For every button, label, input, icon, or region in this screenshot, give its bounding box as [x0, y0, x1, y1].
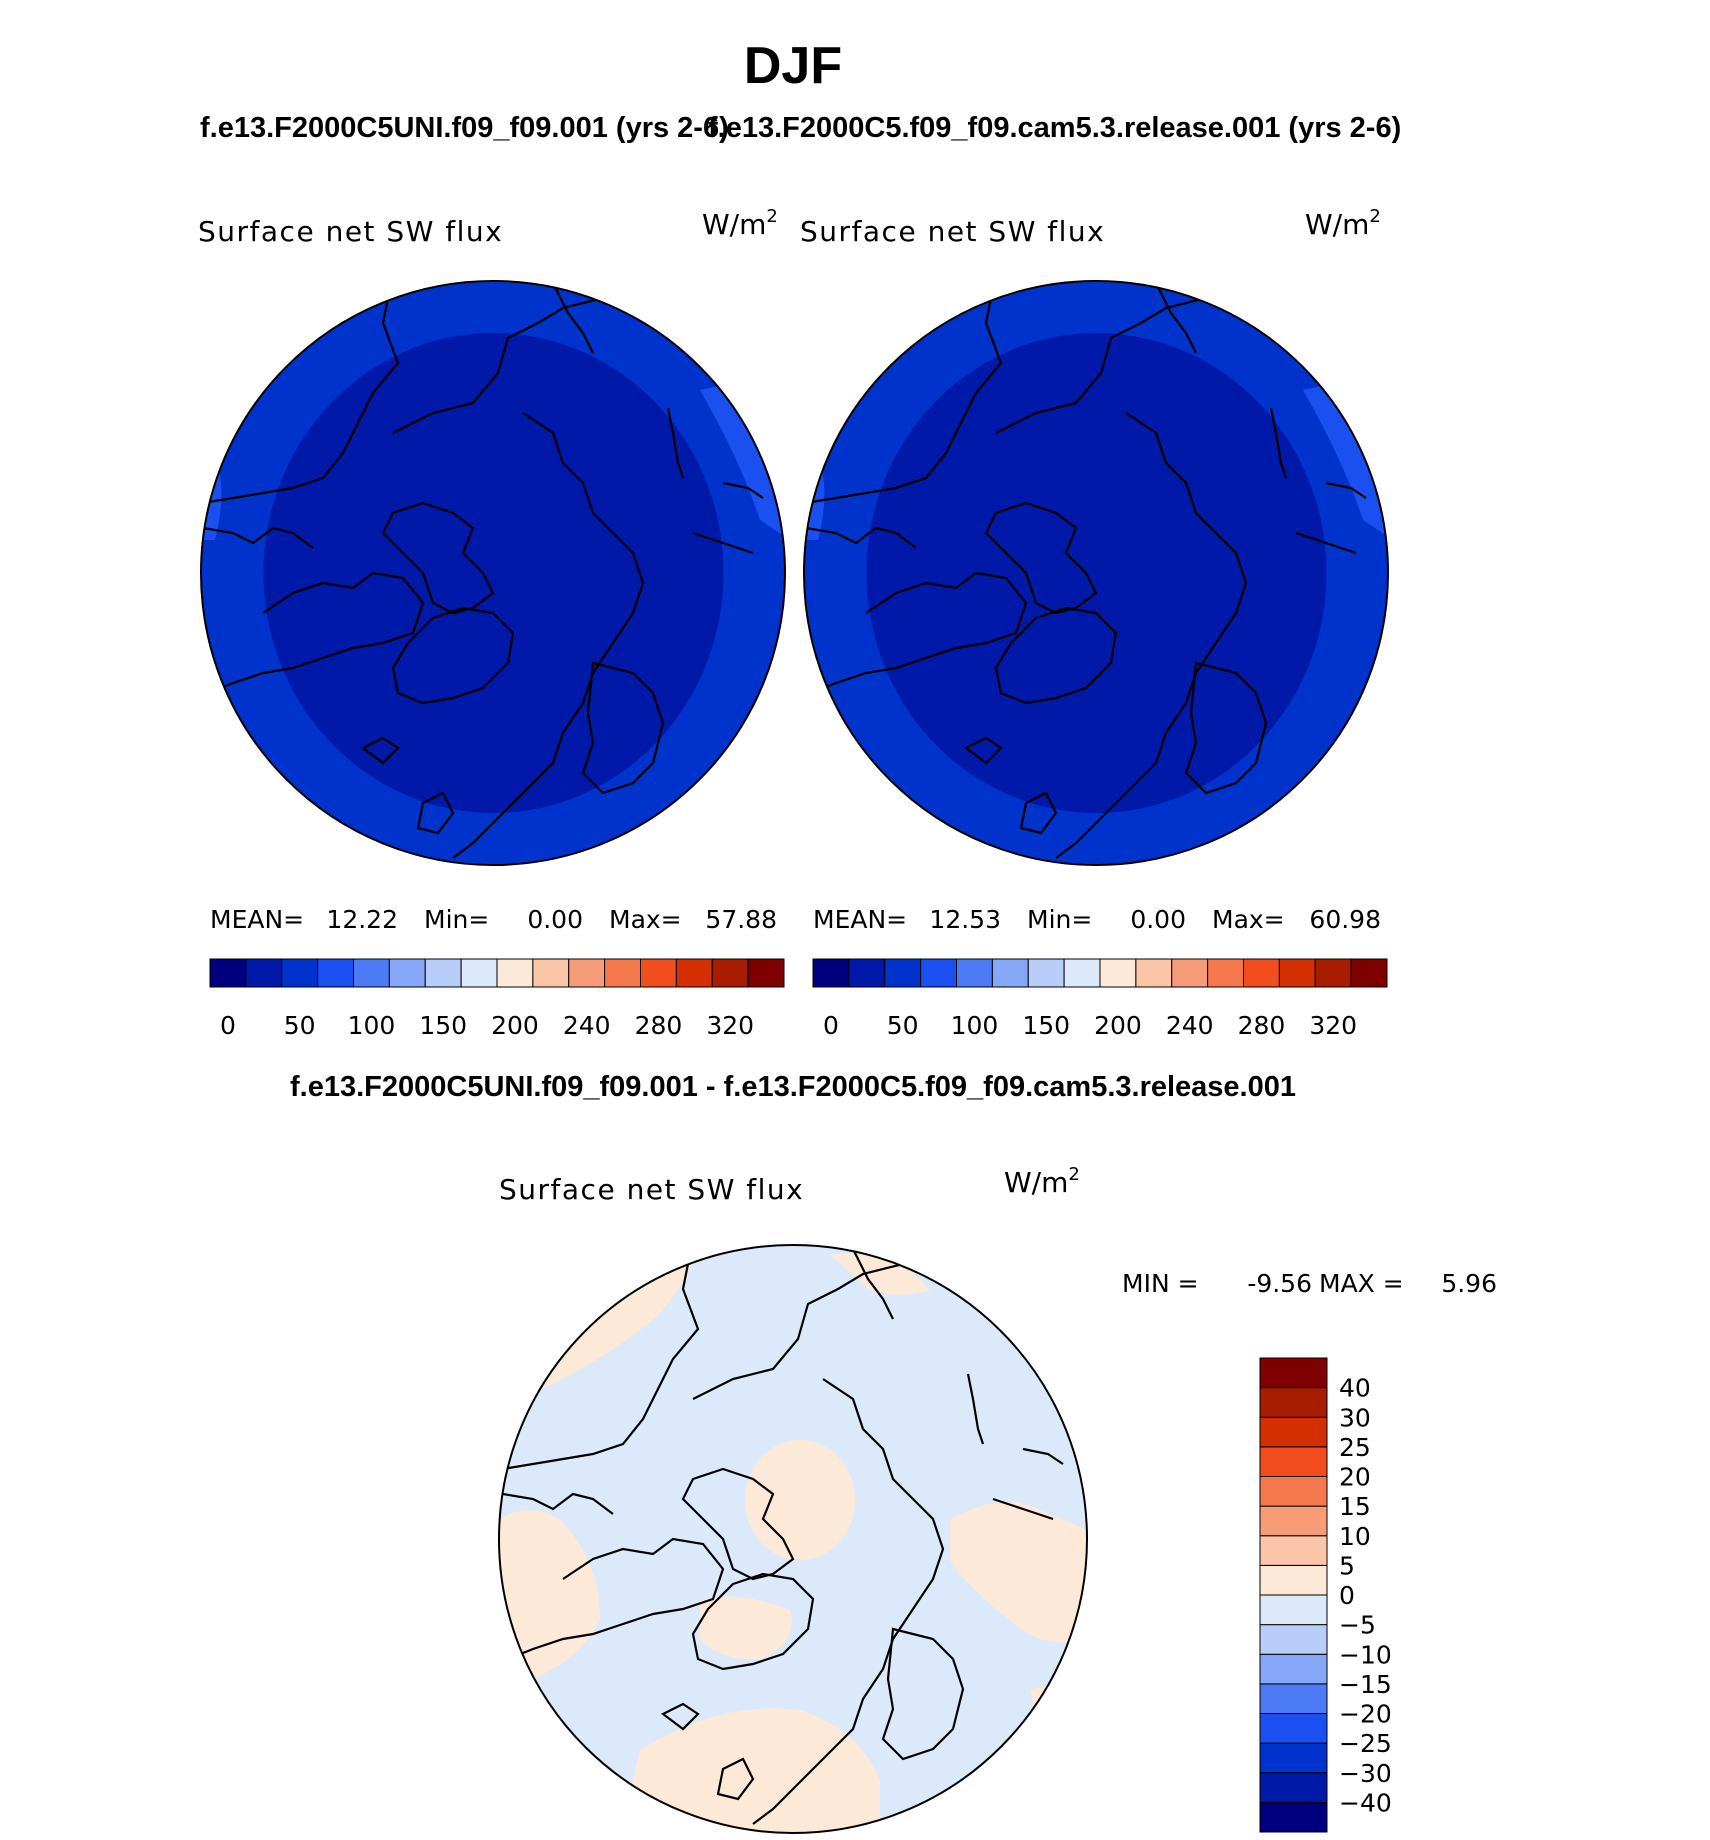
panel1-colorbar-label: 0	[219, 1011, 236, 1040]
panel2-colorbar-box	[1100, 959, 1136, 987]
panel1-min: 0.00	[527, 905, 583, 934]
panel3-title: Surface net SW flux	[499, 1173, 805, 1206]
panel3-stats	[1122, 1269, 1497, 1298]
panel2-max-label: Max=	[1212, 905, 1285, 934]
panel3-min-label: MIN =	[1122, 1269, 1199, 1298]
panel1-colorbar-box	[318, 959, 354, 987]
panel2-colorbar-label: 100	[950, 1011, 999, 1040]
panel-difference	[499, 1164, 1497, 1833]
panel3-colorbar-label: −25	[1339, 1729, 1392, 1759]
panel1-colorbar-box	[354, 959, 390, 987]
panel3-colorbar-label: 40	[1339, 1373, 1371, 1403]
panel2-max: 60.98	[1309, 905, 1381, 934]
panel3-colorbar-box	[1260, 1654, 1327, 1684]
panel1-colorbar-box	[246, 959, 282, 987]
panel3-colorbar-label: 15	[1339, 1492, 1371, 1522]
panel3-colorbar	[1260, 1358, 1392, 1832]
panel3-colorbar-box	[1260, 1565, 1327, 1595]
panel2-stats	[813, 905, 1381, 934]
panel1-colorbar-box	[748, 959, 784, 987]
panel1-colorbar-box	[712, 959, 748, 987]
panel2-colorbar-box	[1172, 959, 1208, 987]
panel2-title: Surface net SW flux	[800, 215, 1106, 248]
panel3-min: -9.56	[1247, 1269, 1312, 1298]
panel3-colorbar-box	[1260, 1714, 1327, 1744]
panel2-colorbar-box	[1028, 959, 1064, 987]
panel3-colorbar-box	[1260, 1625, 1327, 1655]
panel2-colorbar-box	[885, 959, 921, 987]
panel1-colorbar-box	[569, 959, 605, 987]
panel1-colorbar-box	[641, 959, 677, 987]
panel1-colorbar-label: 150	[419, 1011, 468, 1040]
panel1-colorbar-box	[605, 959, 641, 987]
panel1-min-label: Min=	[424, 905, 490, 934]
panel1-colorbar-label: 50	[283, 1011, 316, 1040]
panel2-colorbar	[813, 959, 1387, 1040]
panel3-colorbar-label: −15	[1339, 1669, 1392, 1699]
panel3-colorbar-box	[1260, 1802, 1327, 1832]
panel1-mean-label: MEAN=	[210, 905, 305, 934]
panel2-mean: 12.53	[929, 905, 1001, 934]
panel-case2	[800, 206, 1393, 1040]
panel1-colorbar-box	[210, 959, 246, 987]
panel3-colorbar-label: 30	[1339, 1403, 1371, 1433]
panel2-colorbar-label: 0	[822, 1011, 839, 1040]
case2-title: f.e13.F2000C5.f09_f09.cam5.3.release.001 (yrs 2-6)	[708, 112, 1402, 144]
panel2-min: 0.00	[1130, 905, 1186, 934]
panel1-colorbar-label: 200	[491, 1011, 539, 1040]
panel1-stats	[210, 905, 777, 934]
panel1-title: Surface net SW flux	[198, 215, 504, 248]
panel3-colorbar-box	[1260, 1595, 1327, 1625]
panel2-colorbar-box	[1208, 959, 1244, 987]
panel3-max: 5.96	[1441, 1269, 1497, 1298]
panel2-colorbar-label: 320	[1309, 1011, 1358, 1040]
season-title: DJF	[743, 37, 843, 95]
panel1-colorbar-box	[533, 959, 569, 987]
panel3-colorbar-label: −20	[1339, 1699, 1392, 1729]
panel1-colorbar-box	[425, 959, 461, 987]
panel2-colorbar-box	[1136, 959, 1172, 987]
panel1-colorbar-box	[461, 959, 497, 987]
panel2-colorbar-box	[813, 959, 849, 987]
panel3-colorbar-box	[1260, 1506, 1327, 1536]
panel1-colorbar	[210, 959, 784, 1040]
panel3-colorbar-box	[1260, 1536, 1327, 1566]
panel3-colorbar-label: 20	[1339, 1462, 1371, 1492]
panel2-colorbar-label: 280	[1237, 1011, 1286, 1040]
panel1-colorbar-box	[497, 959, 533, 987]
panel3-colorbar-label: 0	[1339, 1581, 1355, 1610]
panel2-colorbar-box	[1315, 959, 1351, 987]
panel2-colorbar-box	[957, 959, 993, 987]
case1-title: f.e13.F2000C5UNI.f09_f09.001 (yrs 2-6)	[200, 112, 729, 144]
panel1-mean: 12.22	[326, 905, 398, 934]
panel2-colorbar-box	[1351, 959, 1387, 987]
panel3-max-label: MAX =	[1319, 1269, 1404, 1298]
panel3-colorbar-box	[1260, 1388, 1327, 1418]
panel1-units: $W/m^2$	[702, 206, 778, 241]
panel1-colorbar-label: 100	[347, 1011, 396, 1040]
panel1-colorbar-label: 320	[706, 1011, 755, 1040]
panel3-colorbar-box	[1260, 1417, 1327, 1447]
panel1-colorbar-box	[282, 959, 318, 987]
panel3-colorbar-label: 5	[1339, 1551, 1355, 1581]
panel1-max: 57.88	[705, 905, 777, 934]
panel3-colorbar-label: −40	[1339, 1788, 1392, 1818]
panel3-colorbar-box	[1260, 1358, 1327, 1388]
panel3-colorbar-box	[1260, 1773, 1327, 1803]
panel2-colorbar-label: 150	[1022, 1011, 1071, 1040]
panel1-colorbar-label: 280	[634, 1011, 683, 1040]
panel2-colorbar-box	[1064, 959, 1100, 987]
panel1-colorbar-box	[389, 959, 425, 987]
panel3-colorbar-label: 10	[1339, 1521, 1371, 1551]
panel3-units: $W/m^2$	[1004, 1164, 1080, 1199]
panel2-mean-label: MEAN=	[813, 905, 908, 934]
panel3-colorbar-label: −5	[1339, 1610, 1376, 1640]
panel2-colorbar-label: 50	[886, 1011, 919, 1040]
panel2-colorbar-label: 200	[1094, 1011, 1142, 1040]
panel3-colorbar-box	[1260, 1684, 1327, 1714]
panel1-max-label: Max=	[609, 905, 682, 934]
panel-case1	[198, 206, 790, 1040]
panel3-colorbar-label: −30	[1339, 1758, 1392, 1788]
panel2-min-label: Min=	[1027, 905, 1093, 934]
panel2-colorbar-box	[1279, 959, 1315, 987]
panel2-colorbar-box	[849, 959, 885, 987]
panel2-colorbar-label: 240	[1165, 1011, 1214, 1040]
panel1-colorbar-box	[676, 959, 712, 987]
panel2-units: $W/m^2$	[1305, 206, 1381, 241]
panel3-colorbar-box	[1260, 1477, 1327, 1507]
panel3-colorbar-box	[1260, 1447, 1327, 1477]
panel3-colorbar-label: −10	[1339, 1640, 1392, 1670]
panel2-colorbar-box	[1244, 959, 1280, 987]
panel3-colorbar-label: 25	[1339, 1432, 1371, 1462]
panel3-map	[499, 1245, 1087, 1833]
panel2-colorbar-box	[921, 959, 957, 987]
panel3-colorbar-box	[1260, 1743, 1327, 1773]
panel2-colorbar-box	[992, 959, 1028, 987]
difference-title: f.e13.F2000C5UNI.f09_f09.001 - f.e13.F2000C5.f09_f09.cam5.3.release.001	[290, 1071, 1296, 1103]
panel1-colorbar-label: 240	[562, 1011, 611, 1040]
